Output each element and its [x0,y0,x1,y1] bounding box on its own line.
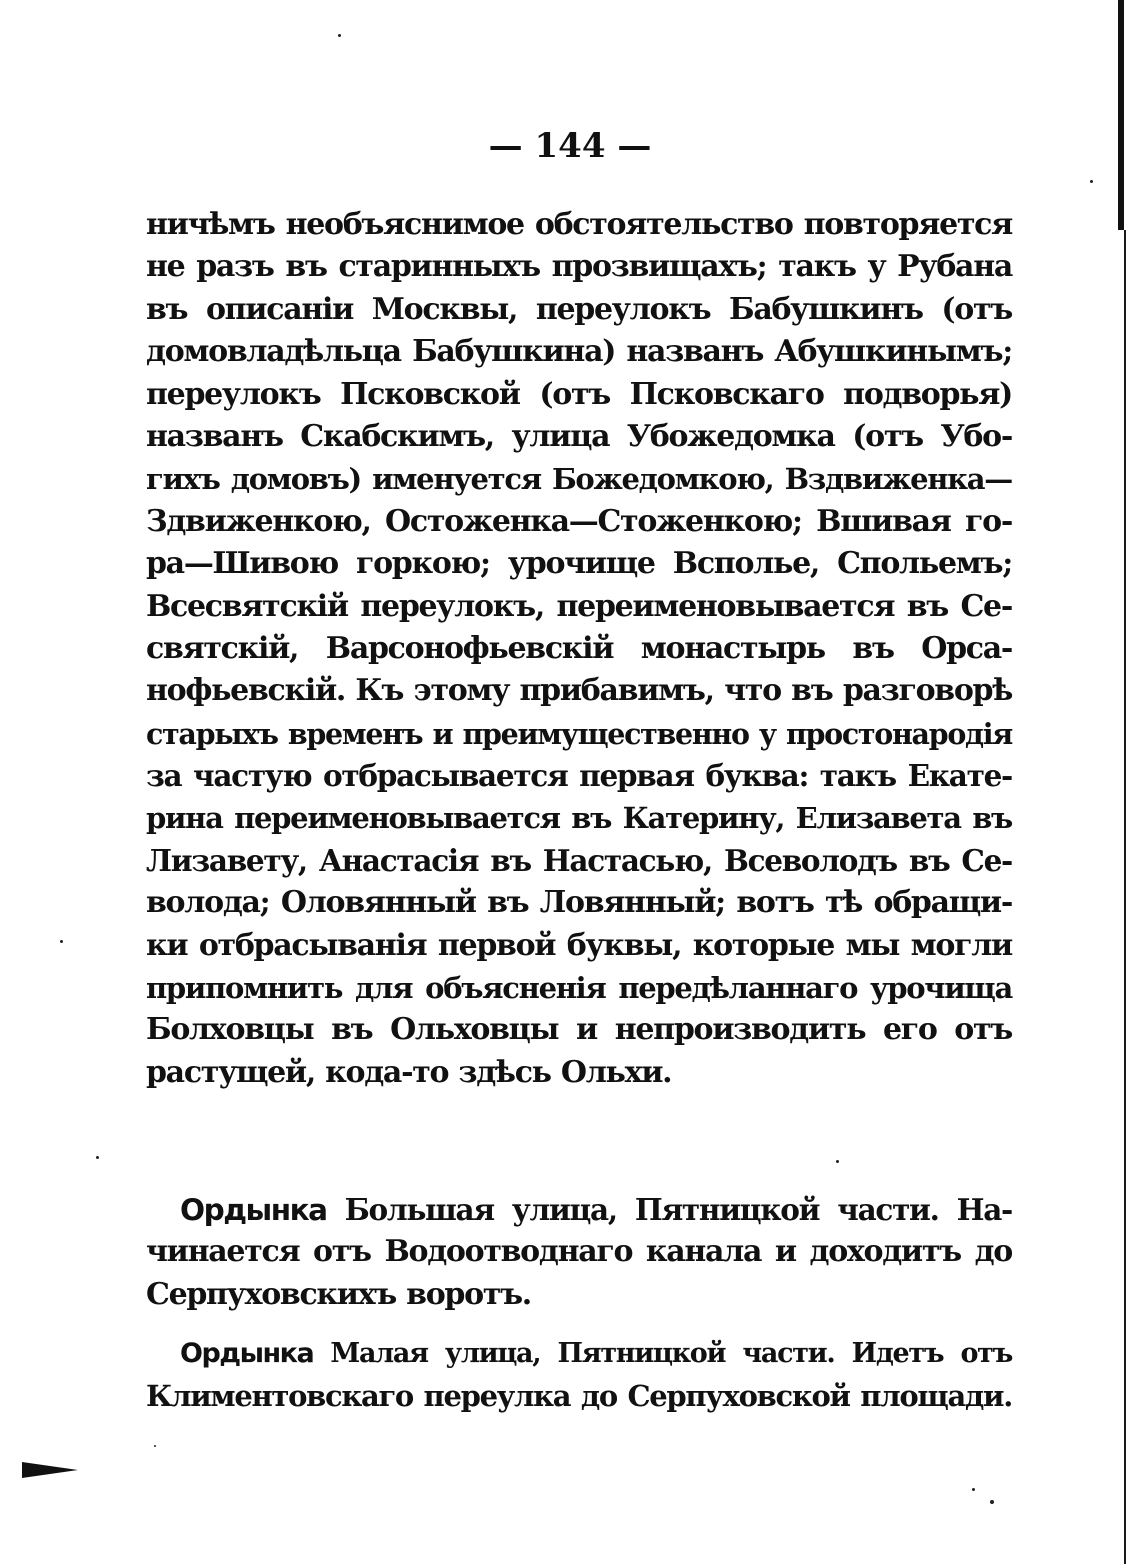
text-line: припомнить для объясненія передѣланнаго урочища [146,971,1012,1006]
text-line: Лизавету, Анастасія въ Настасью, Всеволодъ въ Се- [146,842,1012,878]
print-speck [972,1488,975,1491]
entry-malaya-ordynka [146,1333,1012,1418]
text-line: домовладѣльца Бабушкина) названъ Абушкинымъ; [146,334,1012,370]
print-speck [60,940,63,943]
text-line: гихъ домовъ) именуется Божедомкою, Вздвиженка— [146,462,1012,497]
text-line: за частую отбрасывается первая буква: такъ Екате- [146,758,1012,794]
print-speck [1090,180,1093,183]
text-line: растущей, кода-то здѣсь Ольхи. [146,1054,672,1090]
page-edge-line [1124,230,1126,1564]
text-line: названъ Скабскимъ, улица Убожедомка (отъ Убо- [146,418,1012,454]
text-line: рина переименовывается въ Катерину, Елизавета въ [146,801,1012,836]
text-line: волода; Оловянный въ Ловянный; вотъ тѣ обращи- [146,885,1012,921]
text-line: Всесвятскій переулокъ, переименовывается въ Се- [146,588,1012,624]
text-line: въ описаніи Москвы, переулокъ Бабушкинъ (отъ [146,291,1012,327]
text-line: Серпуховскихъ воротъ. [146,1276,531,1312]
text-line: ки отбрасыванія первой буквы, которые мы могли [146,927,1012,963]
entry-text: Малая улица, Пятницкой части. Идетъ отъ [330,1338,1012,1369]
page-edge-shadow [1118,0,1124,230]
continued-paragraph [146,204,1012,1094]
page-number: — 144 — [488,126,652,166]
print-speck [990,1500,994,1504]
text-line: переулокъ Псковской (отъ Псковскаго подворья) [146,376,1012,412]
entry-bolshaya-ordynka [146,1189,1012,1316]
entry-first-line [146,1333,1012,1375]
text-line: чинается отъ Водоотводнаго канала и доходитъ до [146,1234,1012,1270]
entry-text: Большая улица, Пятницкой части. На- [344,1192,1012,1227]
print-speck [338,34,341,37]
text-line: старыхъ временъ и преимущественно у простонародія [146,716,1012,751]
entry-term: Ордынка [180,1193,327,1227]
text-line: ра—Шивою горкою; урочище Всполье, Спольемъ; [146,546,1012,582]
entry-term: Ордынка [180,1338,314,1369]
margin-pointer-mark [22,1462,78,1478]
text-line: святскій, Варсонофьевскій монастырь въ Орса- [146,630,1012,666]
text-line: Здвиженкою, Остоженка—Стоженкою; Вшивая го- [146,503,1012,539]
text-line: Климентовскаго переулка до Серпуховской площади. [146,1379,1012,1414]
text-line: ничѣмъ необъяснимое обстоятельство повторяется [146,207,1012,242]
print-speck [96,1156,99,1159]
print-speck [836,1160,839,1163]
text-line: не разъ въ старинныхъ прозвищахъ; такъ у Рубана [146,249,1012,285]
print-speck [154,1445,156,1447]
text-line: нофьевскій. Къ этому прибавимъ, что въ разговорѣ [146,673,1012,709]
text-line: Болховцы въ Ольховцы и непроизводить его отъ [146,1012,1012,1048]
entry-first-line [146,1189,1012,1231]
